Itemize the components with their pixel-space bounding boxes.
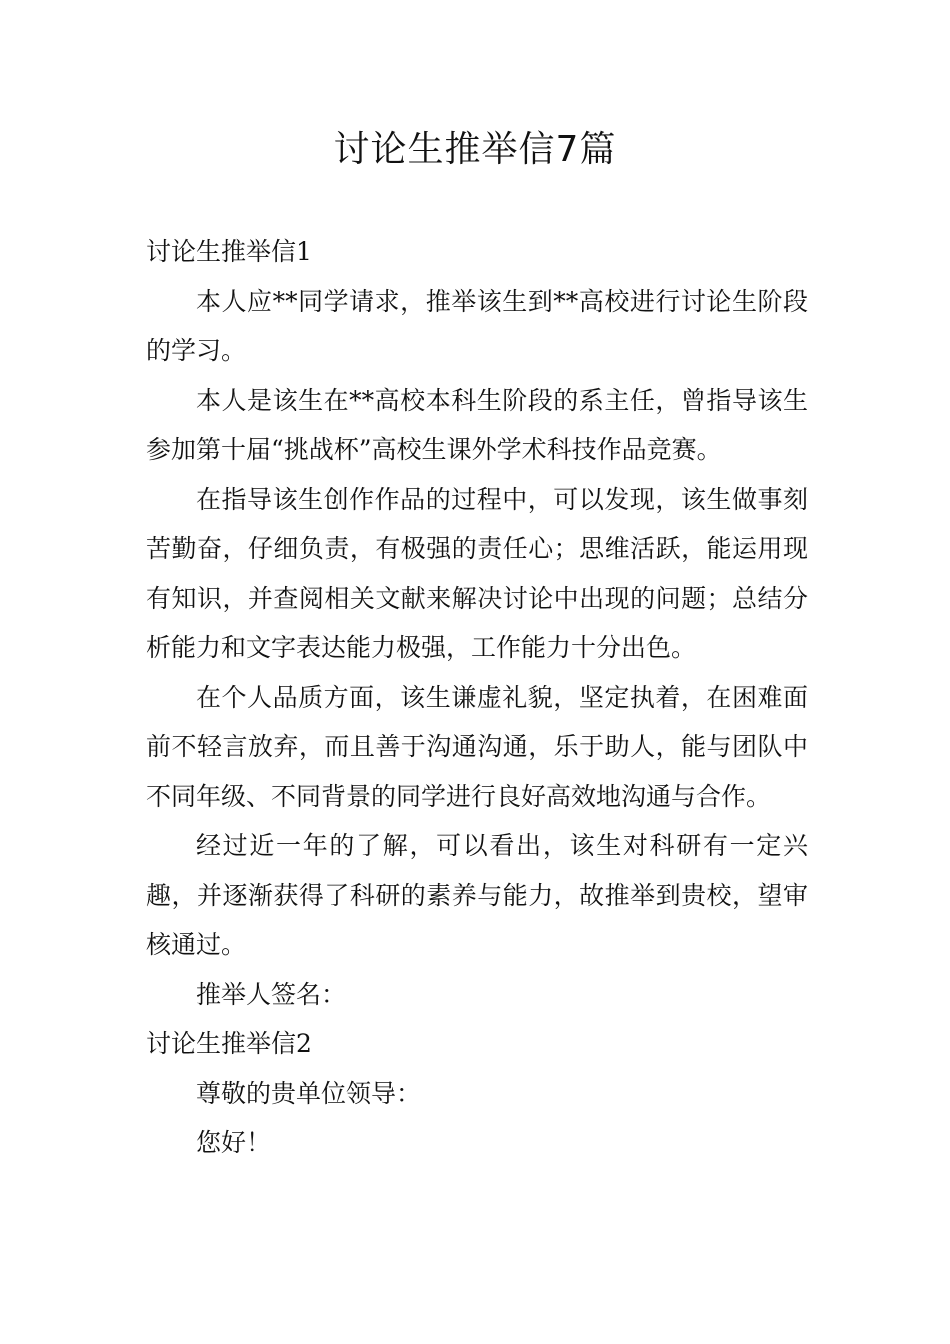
paragraph-character: 在个人品质方面，该生谦虚礼貌，坚定执着，在困难面前不轻言放弃，而且善于沟通沟通，乐于助人，能与团队中不同年级、不同背景的同学进行良好高效地沟通与合作。 — [146, 682, 808, 811]
paragraph-conclusion: 经过近一年的了解，可以看出，该生对科研有一定兴趣，并逐渐获得了科研的素养与能力，故推举到贵校，望审核通过。 — [146, 831, 808, 959]
paragraph-request: 本人应**同学请求，推举该生到**高校进行讨论生阶段的学习。 — [146, 286, 808, 365]
paragraph-ability: 在指导该生创作作品的过程中，可以发现，该生做事刻苦勤奋，仔细负责，有极强的责任心；思维活跃，能运用现有知识，并查阅相关文献来解决讨论中出现的问题；总结分析能力和文字表达能力极强，工作能力十分出色。 — [146, 484, 808, 662]
section-heading-2: 讨论生推举信2 — [146, 1029, 312, 1058]
section-heading-1: 讨论生推举信1 — [146, 237, 312, 266]
paragraph-advisor: 本人是该生在**高校本科生阶段的系主任，曾指导该生参加第十届“挑战杯”高校生课外学术科技作品竞赛。 — [146, 385, 808, 464]
signature-line: 推举人签名： — [196, 979, 347, 1009]
document-body — [146, 227, 808, 1168]
document-title: 讨论生推举信7篇 — [333, 129, 617, 170]
greeting: 您好！ — [196, 1128, 272, 1157]
salutation: 尊敬的贵单位领导： — [196, 1078, 422, 1108]
